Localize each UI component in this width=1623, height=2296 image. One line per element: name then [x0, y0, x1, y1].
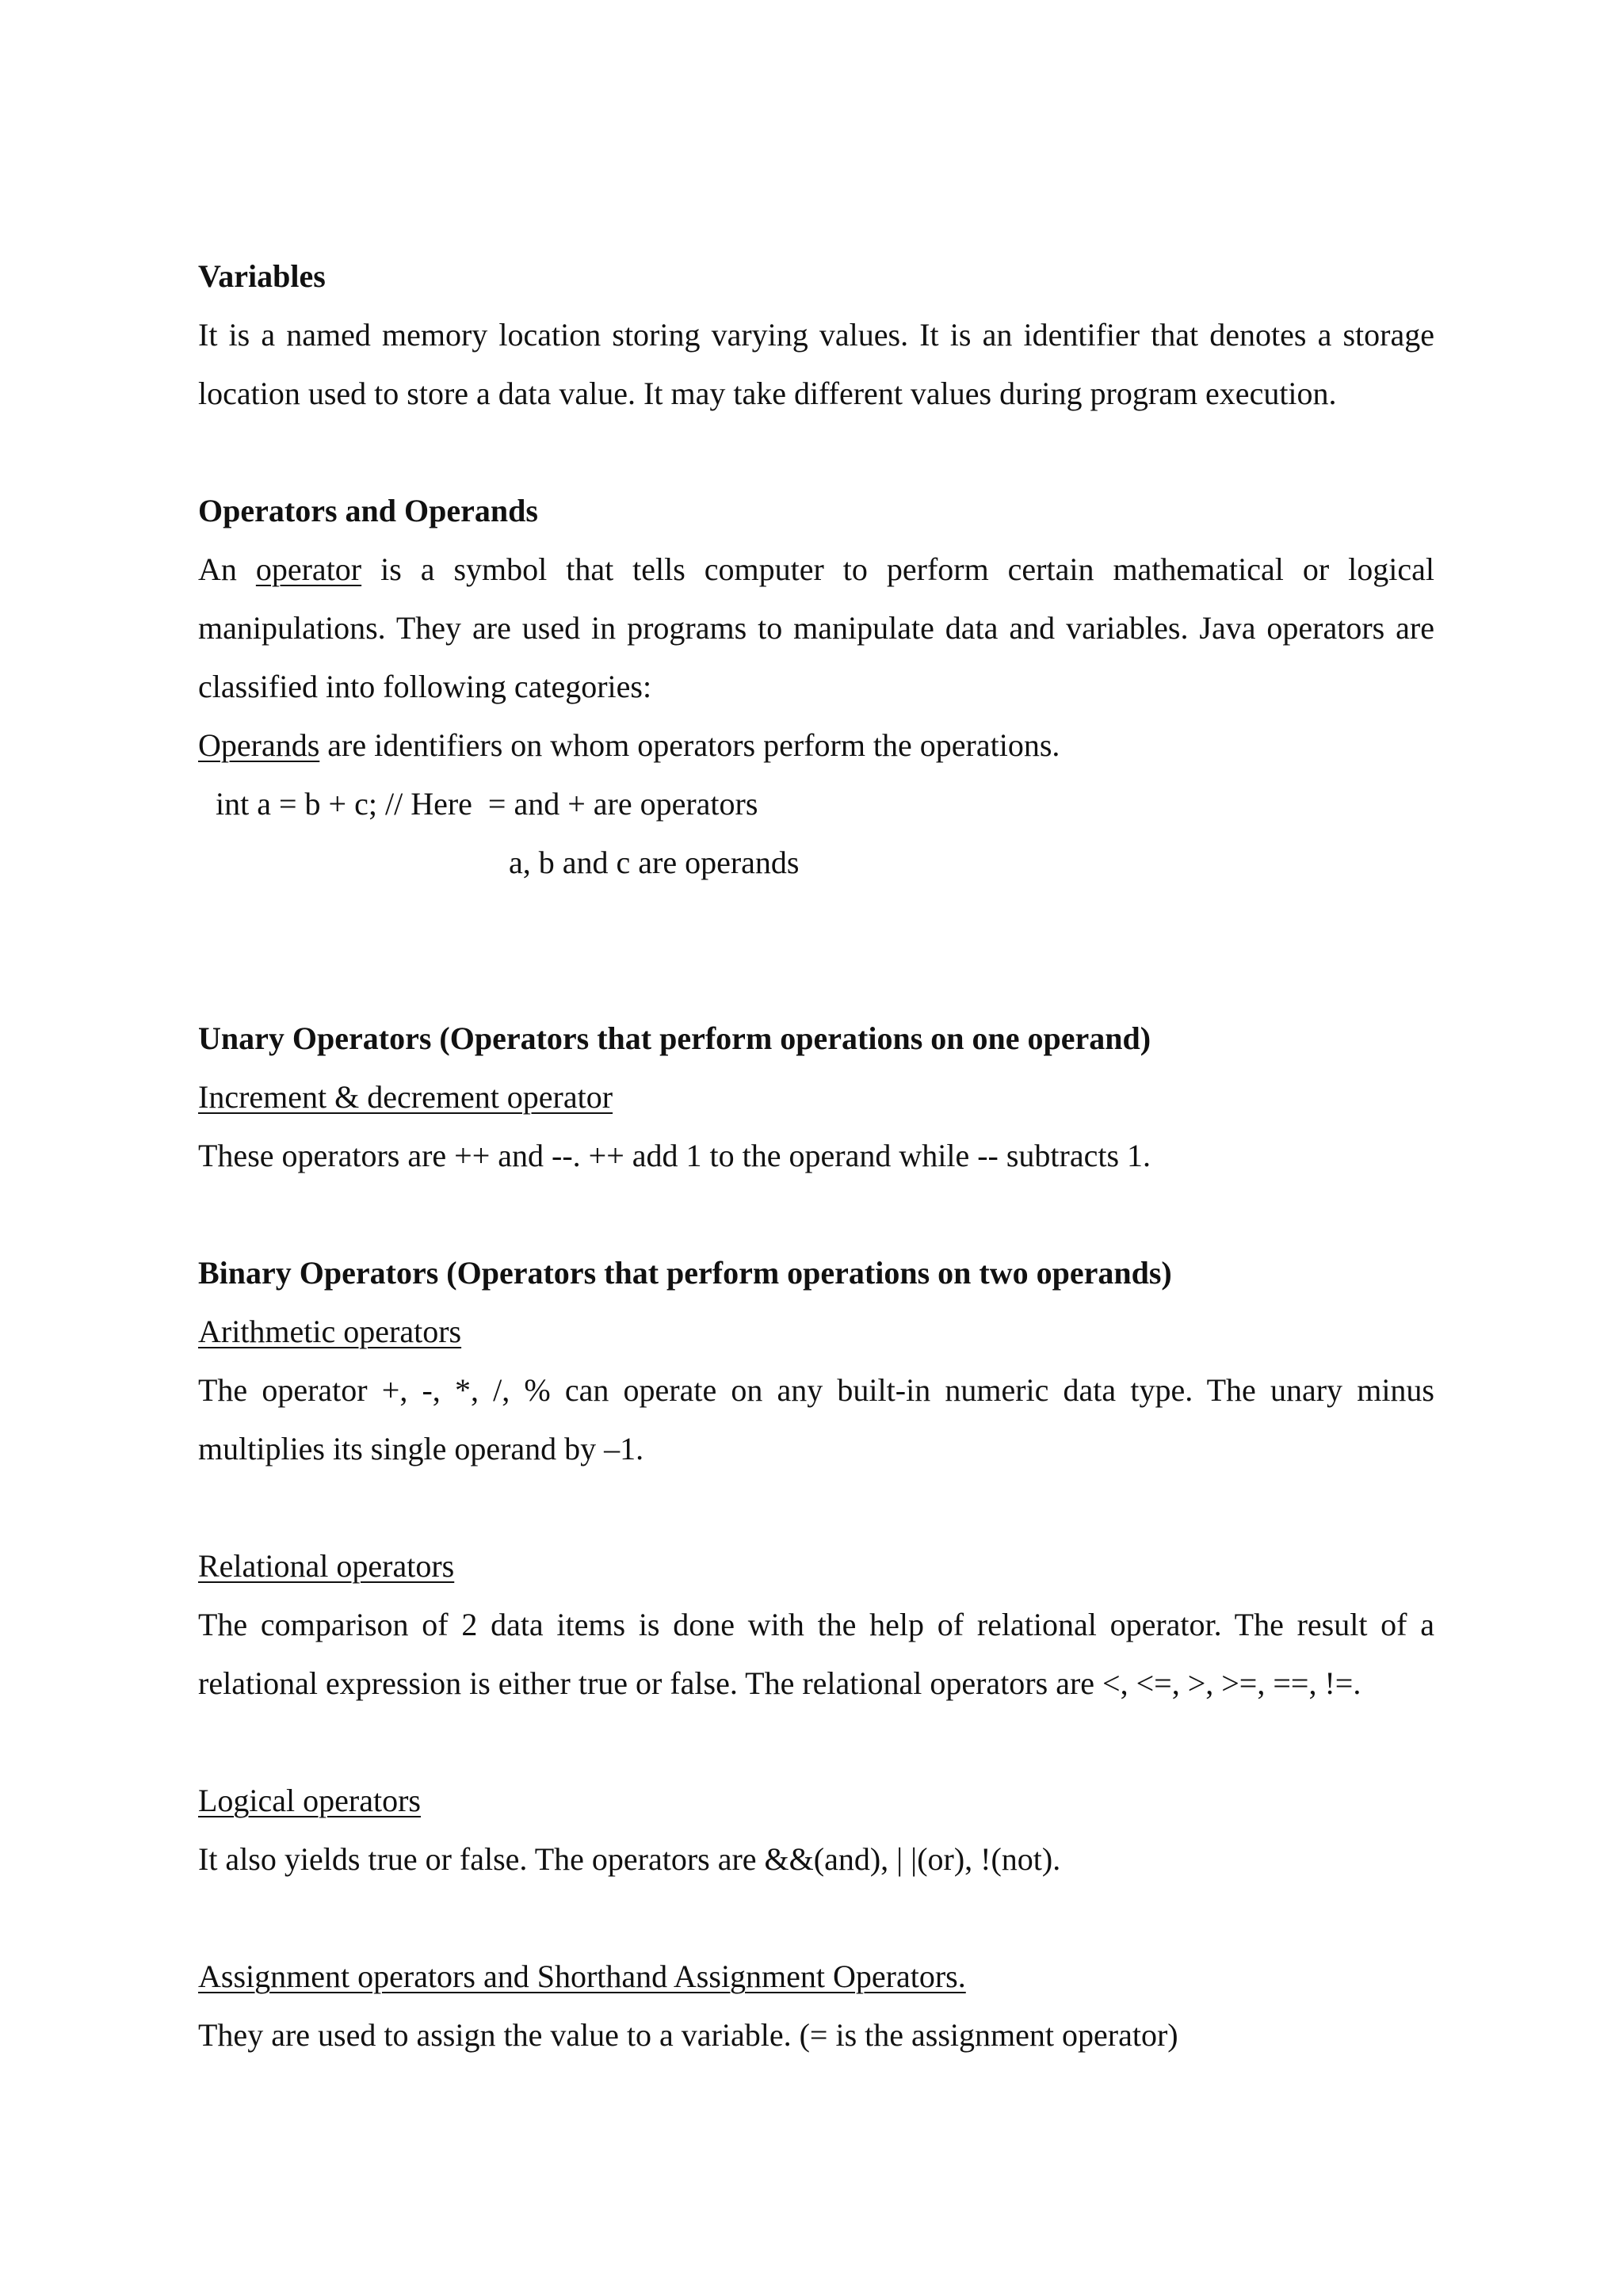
- spacer: [198, 1889, 1434, 1947]
- assignment-paragraph: They are used to assign the value to a variable. (= is the assignment operator): [198, 2017, 1178, 2053]
- increment-decrement-subheading: Increment & decrement operator: [198, 1079, 613, 1115]
- operands-definition-paragraph: [198, 716, 1434, 775]
- spacer: [198, 423, 1434, 482]
- relational-paragraph: The comparison of 2 data items is done with the help of relational operator. The result of a relational expression is either true or false. The relational operators are <, <=, >, >=, ==, !=.: [198, 1607, 1434, 1701]
- logical-paragraph: It also yields true or false. The operators are &&(and), | |(or), !(not).: [198, 1841, 1061, 1877]
- code-example-line-2: a, b and c are operands: [509, 845, 800, 880]
- spacer: [198, 1185, 1434, 1244]
- variables-paragraph: It is a named memory location storing varying values. It is an identifier that denotes a storage location used to store a data value. It may take different values during program execution.: [198, 317, 1434, 411]
- intro-prefix: An: [198, 551, 256, 587]
- logical-subheading: Logical operators: [198, 1783, 421, 1818]
- operands-term: Operands: [198, 727, 320, 763]
- unary-heading: Unary Operators (Operators that perform operations on one operand): [198, 1020, 1151, 1056]
- spacer: [198, 1478, 1434, 1537]
- spacer: [198, 892, 1434, 1009]
- relational-subheading: Relational operators: [198, 1548, 455, 1584]
- arithmetic-paragraph: The operator +, -, *, /, % can operate on any built-in numeric data type. The unary minus multiplies its single operand by –1.: [198, 1372, 1434, 1466]
- intro-rest: is a symbol that tells computer to perform certain mathematical or logical manipulations. They are used in programs to manipulate data and variables. Java operators are classified into following categories:: [198, 551, 1434, 704]
- code-example-line-1: int a = b + c; // Here = and + are operators: [216, 786, 758, 822]
- operator-term: operator: [255, 551, 362, 587]
- variables-heading: Variables: [198, 258, 326, 294]
- arithmetic-subheading: Arithmetic operators: [198, 1314, 462, 1349]
- binary-heading: Binary Operators (Operators that perform operations on two operands): [198, 1255, 1172, 1291]
- operands-rest: are identifiers on whom operators perform the operations.: [319, 727, 1060, 763]
- unary-paragraph: These operators are ++ and --. ++ add 1 to the operand while -- subtracts 1.: [198, 1138, 1151, 1173]
- spacer: [198, 1713, 1434, 1772]
- operators-operands-heading: Operators and Operands: [198, 493, 538, 528]
- assignment-subheading: Assignment operators and Shorthand Assignment Operators.: [198, 1958, 966, 1994]
- document-page: [198, 247, 1434, 2065]
- operator-definition-paragraph: [198, 540, 1434, 716]
